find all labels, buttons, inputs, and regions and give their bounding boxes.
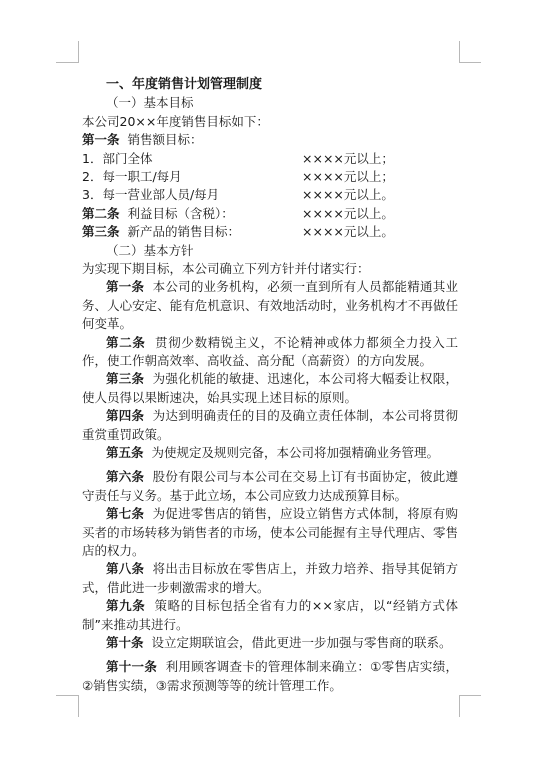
article-label: 第十一条	[106, 659, 158, 675]
crop-mark-top-right-v	[459, 41, 460, 63]
article-label: 第三条	[106, 371, 145, 387]
target-row	[82, 168, 458, 186]
policy-article	[82, 560, 458, 597]
target-label: 2．每一职工/每月	[82, 168, 182, 184]
article-text: 设立定期联谊会，借此更进一步加强与零售商的联系。	[151, 635, 452, 651]
policy-article	[82, 278, 458, 333]
section-2-heading: （二）基本方针	[106, 242, 194, 258]
article-2-line	[82, 205, 458, 223]
article-text: 本公司的业务机构，必须一直到所有人员都能精通其业务、人心安定、能有危机意识、有效地活动时，业务机构才不再做任何变革。	[82, 279, 458, 332]
article-text: 新产品的销售目标：	[127, 224, 240, 240]
section-1-heading: （一）基本目标	[106, 95, 194, 111]
article-label: 第三条	[82, 224, 120, 240]
section-2-intro: 为实现下期目标，本公司确立下列方针并付诸实行：	[82, 260, 370, 276]
article-text: 为达到明确责任的目的及确立责任体制，本公司将贯彻重赏重罚政策。	[82, 408, 458, 442]
policy-article	[82, 658, 458, 695]
target-value: ××××元以上；	[302, 168, 394, 184]
crop-mark-bottom-left-h	[56, 695, 78, 696]
article-label: 第二条	[82, 205, 120, 221]
article-label: 第九条	[106, 598, 146, 614]
article-3-line	[82, 223, 458, 241]
crop-mark-top-left-h	[56, 62, 78, 63]
article-text: 为促进零售店的销售，应设立销售方式体制，将原有购买者的市场转移为销售者的市场，使本公司能握有主导代理店、零售店的权力。	[82, 506, 458, 558]
crop-mark-bottom-right-v	[459, 695, 460, 717]
target-label: 3．每一营业部人员/每月	[82, 187, 220, 203]
article-text: 销售额目标：	[127, 132, 203, 148]
crop-mark-bottom-right-h	[459, 695, 481, 696]
article-value: ××××元以上。	[302, 205, 394, 221]
article-label: 第二条	[106, 334, 146, 350]
document-body	[82, 76, 458, 695]
article-label: 第一条	[82, 132, 120, 148]
article-text: 利益目标（含税）：	[127, 205, 234, 221]
policy-article	[82, 407, 458, 444]
policy-article	[82, 444, 458, 462]
policy-article	[82, 468, 458, 505]
article-text: 为强化机能的敏捷、迅速化，本公司将大幅委让权限，使人员得以果断速决，始具实现上述目标的原则。	[82, 371, 458, 405]
article-text: 股份有限公司与本公司在交易上订有书面协定，彼此遵守责任与义务。基于此立场，本公司应致力达成预算目标。	[82, 469, 458, 503]
article-label: 第七条	[106, 506, 145, 522]
article-label: 第六条	[106, 469, 145, 485]
article-label: 第一条	[106, 279, 145, 295]
article-text: 利用顾客调查卡的管理体制来确立：①零售店实绩，②销售实绩，③需求预测等等的统计管理工作。	[82, 659, 458, 693]
section-1-intro: 本公司20××年度销售目标如下：	[82, 113, 269, 129]
target-value: ××××元以上；	[302, 150, 394, 166]
policy-article	[82, 634, 458, 652]
target-value: ××××元以上。	[302, 187, 394, 203]
article-text: 为使规定及规则完备，本公司将加强精确业务管理。	[151, 444, 439, 460]
policy-article	[82, 334, 458, 371]
target-row	[82, 186, 458, 204]
target-row	[82, 150, 458, 168]
target-label: 1．部门全体	[82, 150, 153, 166]
article-text: 将出击目标放在零售店上，并致力培养、指导其促销方式，借此进一步刺激需求的增大。	[82, 561, 458, 595]
policy-article	[82, 597, 458, 634]
article-label: 第五条	[106, 444, 144, 460]
crop-mark-top-left-v	[78, 41, 79, 63]
policy-article	[82, 505, 458, 560]
doc-title: 一、年度销售计划管理制度	[106, 77, 263, 92]
article-text: 贯彻少数精锐主义，不论精神或体力都须全力投入工作，使工作朝高效率、高收益、高分配（高薪资）的方向发展。	[82, 334, 458, 368]
article-label: 第十条	[106, 635, 144, 651]
crop-mark-top-right-h	[459, 62, 481, 63]
article-text: 策略的目标包括全省有力的××家店，以“经销方式体制”来推动其进行。	[82, 598, 458, 632]
article-value: ××××元以上。	[302, 224, 394, 240]
crop-mark-bottom-left-v	[78, 695, 79, 717]
article-label: 第四条	[106, 408, 145, 424]
article-label: 第八条	[106, 561, 145, 577]
article-1-line	[82, 131, 458, 149]
policy-article	[82, 370, 458, 407]
